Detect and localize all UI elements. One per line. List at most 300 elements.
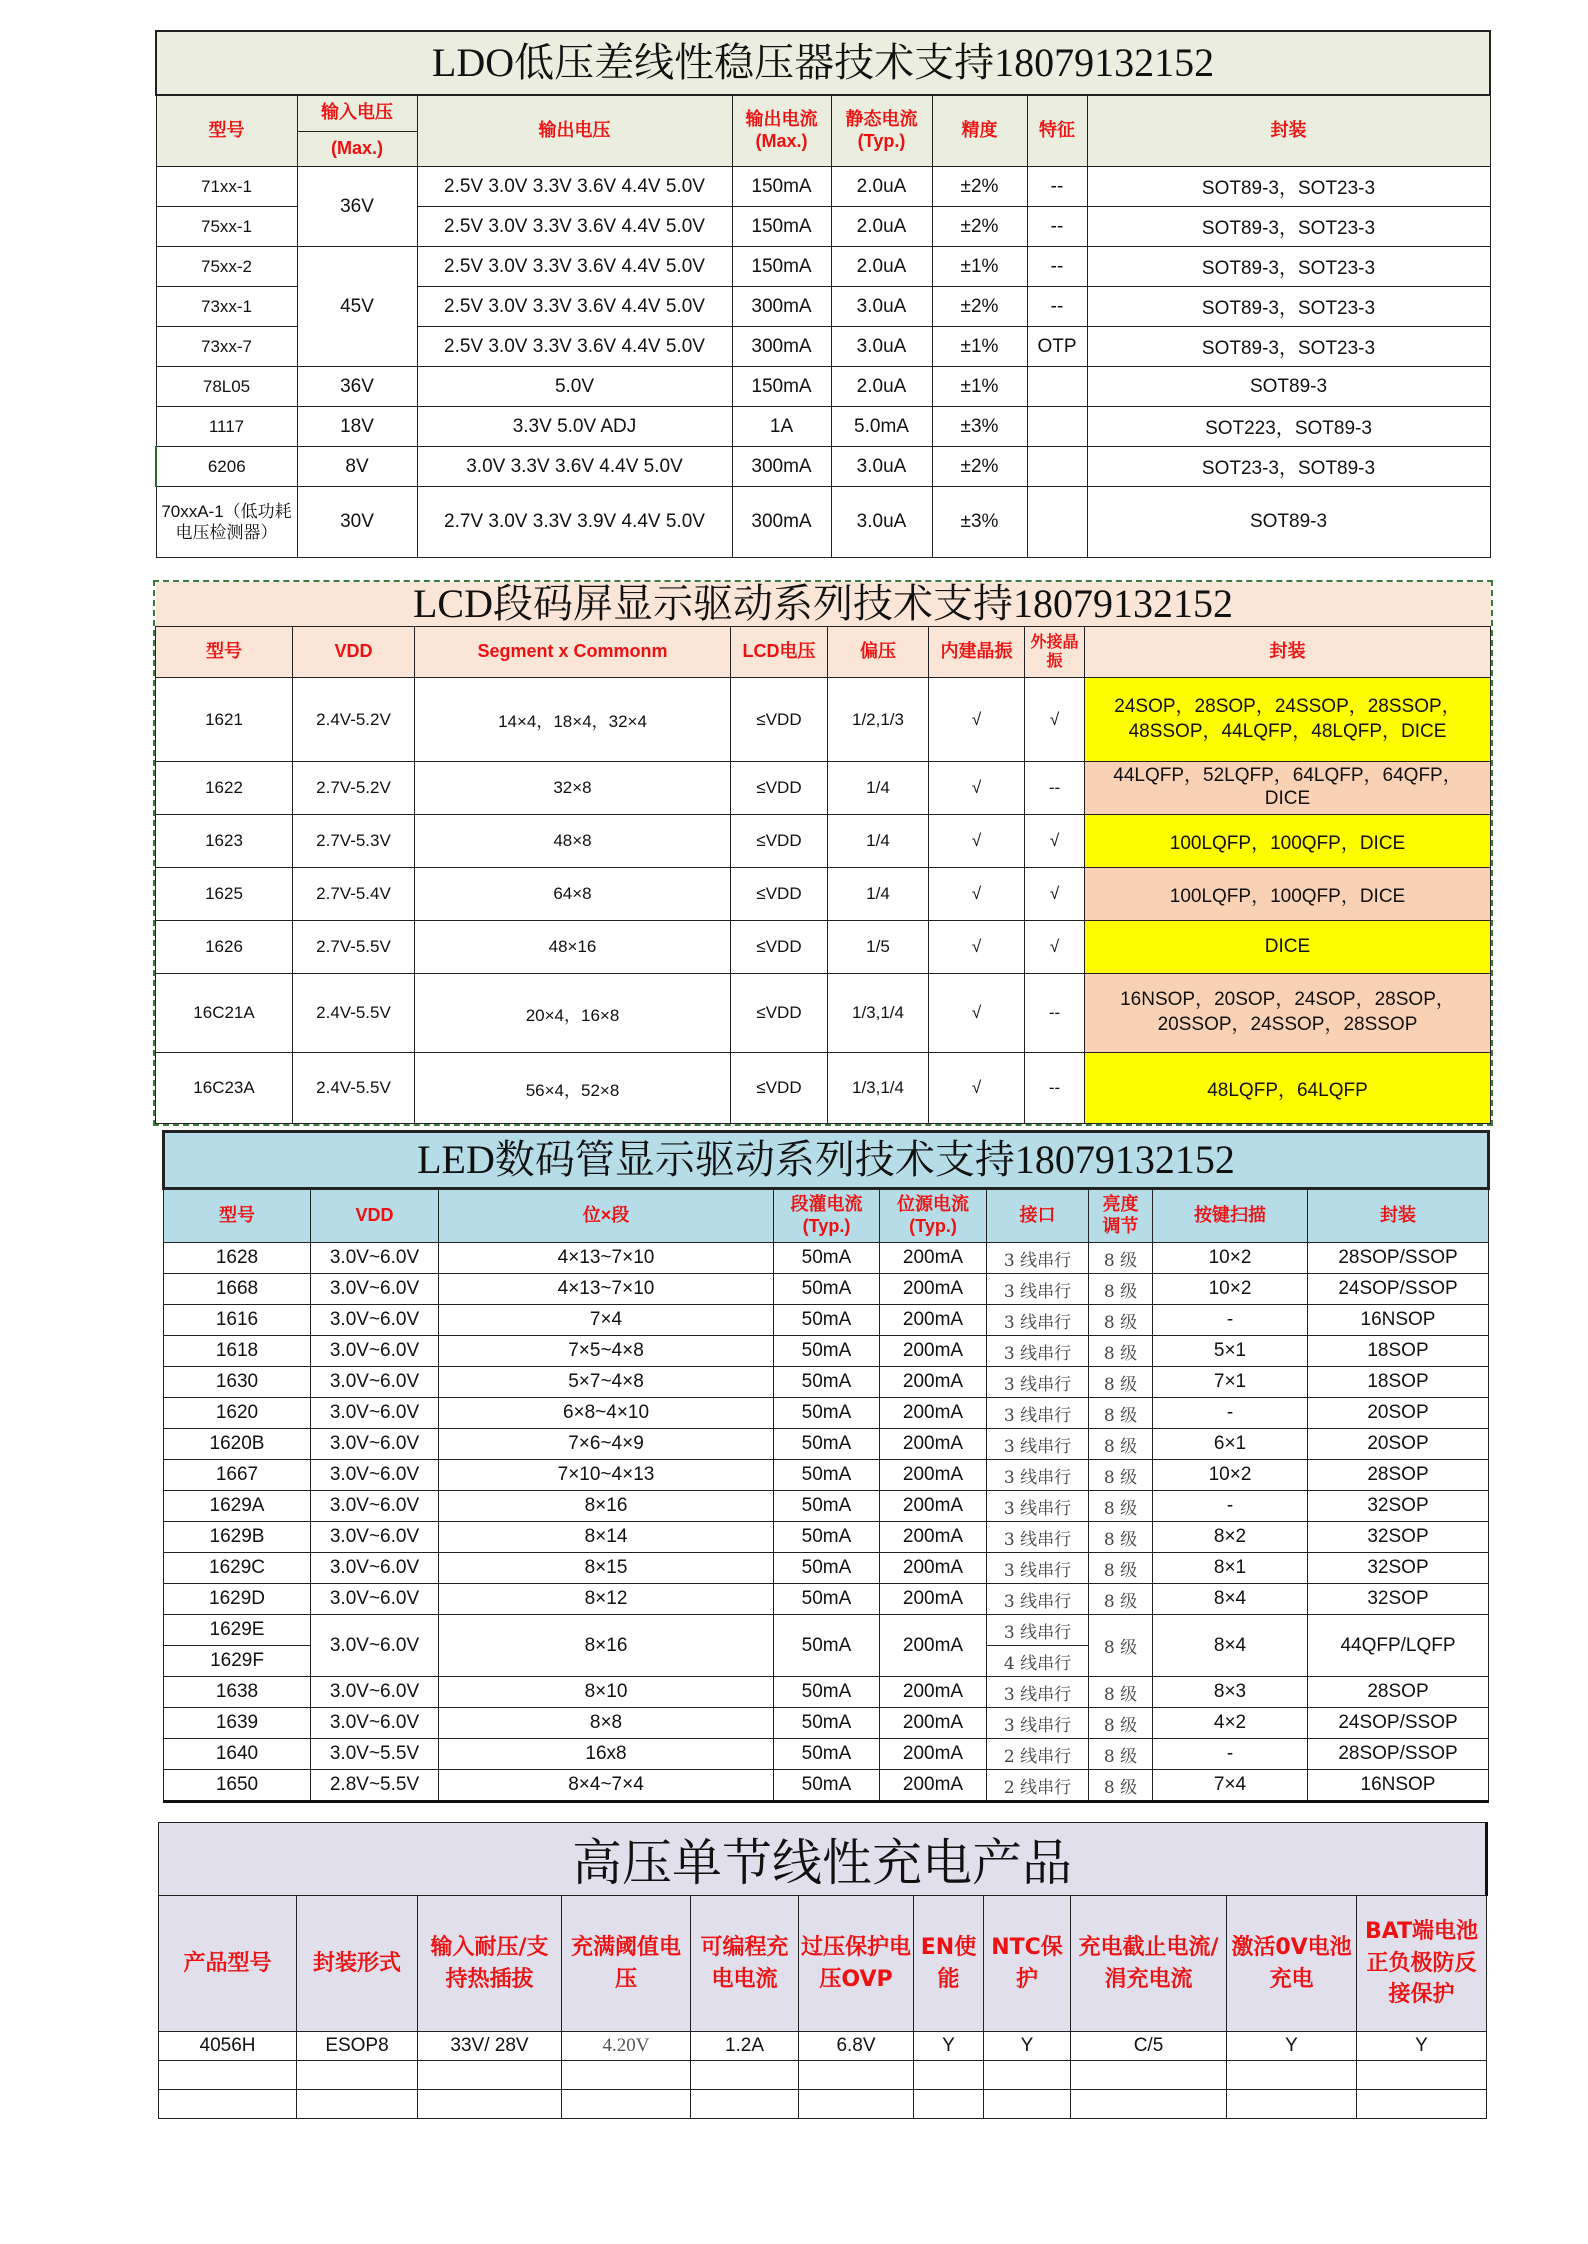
feature-cell xyxy=(1027,367,1087,407)
table-cell: 3 线串行 xyxy=(987,1615,1089,1646)
table-cell: 20SOP xyxy=(1308,1398,1489,1429)
feature-cell: -- xyxy=(1027,167,1087,207)
table-cell xyxy=(984,2061,1071,2090)
accuracy-cell: ±1% xyxy=(932,327,1027,367)
ldo-header-vin-max: (Max.) xyxy=(297,131,417,167)
ldo-table xyxy=(155,30,1491,558)
table-cell: 8×1 xyxy=(1153,1553,1308,1584)
table-cell xyxy=(691,2090,799,2119)
table-cell: 4×13~7×10 xyxy=(439,1243,774,1274)
seg-cell: 64×8 xyxy=(415,868,731,921)
model-cell: 1623 xyxy=(156,815,293,868)
table-row xyxy=(164,1429,1489,1460)
ldo-header-package: 封装 xyxy=(1087,95,1490,167)
charger-header: 充电截止电流/涓充电流 xyxy=(1071,1896,1227,2032)
package-cell: SOT89-3 xyxy=(1087,367,1490,407)
table-cell: 7×4 xyxy=(1153,1770,1308,1802)
table-cell: 6×1 xyxy=(1153,1429,1308,1460)
charger-header: EN使能 xyxy=(914,1896,984,2032)
charger-header: 封装形式 xyxy=(297,1896,418,2032)
charger-header: NTC保护 xyxy=(984,1896,1071,2032)
bias-cell: 1/3,1/4 xyxy=(828,1053,929,1124)
table-row xyxy=(156,447,1490,487)
table-cell: 1629E xyxy=(164,1615,311,1646)
ldo-header-iout: 输出电流 (Max.) xyxy=(732,95,831,167)
table-cell: 1640 xyxy=(164,1739,311,1770)
feature-cell: -- xyxy=(1027,287,1087,327)
iout-cell: 150mA xyxy=(732,207,831,247)
feature-cell xyxy=(1027,447,1087,487)
table-cell xyxy=(799,2061,914,2090)
table-cell: 8×15 xyxy=(439,1553,774,1584)
table-cell: 8 级 xyxy=(1089,1398,1153,1429)
table-cell xyxy=(159,2061,297,2090)
charger-header: 产品型号 xyxy=(159,1896,297,2032)
package-cell: SOT223，SOT89-3 xyxy=(1087,407,1490,447)
table-row xyxy=(164,1274,1489,1305)
table-row xyxy=(156,921,1491,974)
package-cell: 44LQFP，52LQFP，64LQFP，64QFP，DICE xyxy=(1085,762,1491,815)
table-cell: 3 线串行 xyxy=(987,1429,1089,1460)
charger-table xyxy=(158,1822,1488,2119)
seg-cell: 20×4，16×8 xyxy=(415,974,731,1053)
model-cell: 1625 xyxy=(156,868,293,921)
feature-cell: OTP xyxy=(1027,327,1087,367)
model-cell: 1117 xyxy=(156,407,297,447)
table-cell: 200mA xyxy=(880,1677,987,1708)
table-cell: 50mA xyxy=(774,1243,880,1274)
table-cell: 3.0V~6.0V xyxy=(311,1491,439,1522)
led-header-keys: 按键扫描 xyxy=(1153,1189,1308,1243)
table-row xyxy=(159,2032,1487,2061)
table-cell: 32SOP xyxy=(1308,1491,1489,1522)
table-cell: 200mA xyxy=(880,1274,987,1305)
table-cell: 6.8V xyxy=(799,2032,914,2061)
feature-cell: -- xyxy=(1027,247,1087,287)
table-cell: 50mA xyxy=(774,1429,880,1460)
table-cell: 50mA xyxy=(774,1305,880,1336)
table-cell: 3 线串行 xyxy=(987,1522,1089,1553)
vin-cell: 8V xyxy=(297,447,417,487)
led-header-igrid: 位源电流(Typ.) xyxy=(880,1189,987,1243)
package-cell: SOT89-3，SOT23-3 xyxy=(1087,167,1490,207)
table-cell: 7×10~4×13 xyxy=(439,1460,774,1491)
table-cell: 8×4~7×4 xyxy=(439,1770,774,1802)
model-cell: 78L05 xyxy=(156,367,297,407)
table-cell xyxy=(914,2090,984,2119)
model-cell: 6206 xyxy=(156,447,297,487)
seg-cell: 14×4，18×4，32×4 xyxy=(415,678,731,762)
table-cell: 8 级 xyxy=(1089,1708,1153,1739)
table-cell xyxy=(984,2090,1071,2119)
iq-cell: 5.0mA xyxy=(831,407,932,447)
package-cell: 16NSOP，20SOP，24SOP，28SOP，20SSOP，24SSOP，28SSOP xyxy=(1085,974,1491,1053)
table-cell: 8 级 xyxy=(1089,1677,1153,1708)
model-cell: 1621 xyxy=(156,678,293,762)
table-row xyxy=(156,247,1490,287)
bias-cell: 1/5 xyxy=(828,921,929,974)
led-title: LED数码管显示驱动系列 xyxy=(417,1137,855,1182)
led-table xyxy=(162,1130,1490,1803)
table-cell: 3.0V~6.0V xyxy=(311,1677,439,1708)
table-cell: 8×4 xyxy=(1153,1615,1308,1677)
vlcd-cell: ≤VDD xyxy=(731,868,828,921)
table-cell: 1620B xyxy=(164,1429,311,1460)
seg-cell: 56×4，52×8 xyxy=(415,1053,731,1124)
ldo-title: LDO低压差线性稳压器 xyxy=(431,40,835,85)
table-cell: 2 线串行 xyxy=(987,1739,1089,1770)
table-cell: 7×1 xyxy=(1153,1367,1308,1398)
table-cell: 50mA xyxy=(774,1460,880,1491)
table-row xyxy=(164,1522,1489,1553)
led-header-model: 型号 xyxy=(164,1189,311,1243)
table-row xyxy=(164,1677,1489,1708)
package-cell: DICE xyxy=(1085,921,1491,974)
table-cell xyxy=(297,2061,418,2090)
table-cell: 44QFP/LQFP xyxy=(1308,1615,1489,1677)
table-cell: 50mA xyxy=(774,1677,880,1708)
table-cell: 3.0V~6.0V xyxy=(311,1584,439,1615)
table-cell: 8×16 xyxy=(439,1615,774,1677)
table-cell: 28SOP/SSOP xyxy=(1308,1739,1489,1770)
table-cell: 200mA xyxy=(880,1398,987,1429)
table-cell xyxy=(799,2090,914,2119)
lcd-table xyxy=(155,582,1491,1124)
table-cell: 200mA xyxy=(880,1615,987,1677)
table-cell: 50mA xyxy=(774,1522,880,1553)
table-cell: 8×8 xyxy=(439,1708,774,1739)
led-table-section xyxy=(162,1130,1490,1803)
table-cell: 50mA xyxy=(774,1739,880,1770)
charger-table-section xyxy=(158,1822,1488,2119)
empty-row xyxy=(159,2061,1487,2090)
vout-cell: 3.0V 3.3V 3.6V 4.4V 5.0V xyxy=(417,447,732,487)
iq-cell: 2.0uA xyxy=(831,367,932,407)
int-osc-cell: √ xyxy=(929,815,1025,868)
table-cell: 3 线串行 xyxy=(987,1305,1089,1336)
iout-cell: 150mA xyxy=(732,167,831,207)
model-cell: 1626 xyxy=(156,921,293,974)
iq-cell: 3.0uA xyxy=(831,447,932,487)
table-row xyxy=(164,1491,1489,1522)
ldo-header-feature: 特征 xyxy=(1027,95,1087,167)
table-cell: 200mA xyxy=(880,1522,987,1553)
table-row xyxy=(164,1584,1489,1615)
charger-header: 可编程充电电流 xyxy=(691,1896,799,2032)
table-cell: 200mA xyxy=(880,1553,987,1584)
package-cell: SOT23-3，SOT89-3 xyxy=(1087,447,1490,487)
feature-cell xyxy=(1027,407,1087,447)
vdd-cell: 2.7V-5.5V xyxy=(293,921,415,974)
table-cell: 3 线串行 xyxy=(987,1460,1089,1491)
vout-cell: 2.5V 3.0V 3.3V 3.6V 4.4V 5.0V xyxy=(417,247,732,287)
ext-osc-cell: -- xyxy=(1025,974,1085,1053)
table-cell: 200mA xyxy=(880,1367,987,1398)
iq-cell: 2.0uA xyxy=(831,167,932,207)
table-cell: 2.8V~5.5V xyxy=(311,1770,439,1802)
vin-cell: 18V xyxy=(297,407,417,447)
lcd-support-phone: 技术支持18079132152 xyxy=(853,582,1233,626)
vout-cell: 2.7V 3.0V 3.3V 3.9V 4.4V 5.0V xyxy=(417,487,732,558)
table-cell: 1629F xyxy=(164,1646,311,1677)
table-cell: 3 线串行 xyxy=(987,1367,1089,1398)
table-cell: 6×8~4×10 xyxy=(439,1398,774,1429)
table-cell: 200mA xyxy=(880,1305,987,1336)
table-row xyxy=(156,762,1491,815)
table-row xyxy=(164,1460,1489,1491)
table-row xyxy=(156,678,1491,762)
table-cell: 8×3 xyxy=(1153,1677,1308,1708)
ldo-header-accuracy: 精度 xyxy=(932,95,1027,167)
package-cell: 48LQFP，64LQFP xyxy=(1085,1053,1491,1124)
model-cell: 75xx-2 xyxy=(156,247,297,287)
accuracy-cell: ±1% xyxy=(932,367,1027,407)
led-header-dim: 亮度调节 xyxy=(1089,1189,1153,1243)
table-cell: 3.0V~6.0V xyxy=(311,1522,439,1553)
table-cell: 33V/ 28V xyxy=(418,2032,562,2061)
ldo-title-cell xyxy=(156,31,1490,95)
table-cell: 4 线串行 xyxy=(987,1646,1089,1677)
package-cell: SOT89-3，SOT23-3 xyxy=(1087,287,1490,327)
table-cell xyxy=(418,2061,562,2090)
table-row xyxy=(164,1708,1489,1739)
table-cell: 3 线串行 xyxy=(987,1491,1089,1522)
vout-cell: 2.5V 3.0V 3.3V 3.6V 4.4V 5.0V xyxy=(417,287,732,327)
led-header-grid: 位×段 xyxy=(439,1189,774,1243)
table-cell: Y xyxy=(984,2032,1071,2061)
vin-cell: 36V xyxy=(297,367,417,407)
seg-cell: 48×16 xyxy=(415,921,731,974)
table-row xyxy=(164,1367,1489,1398)
feature-cell xyxy=(1027,487,1087,558)
lcd-header-vdd: VDD xyxy=(293,627,415,678)
table-cell xyxy=(159,2090,297,2119)
vout-cell: 2.5V 3.0V 3.3V 3.6V 4.4V 5.0V xyxy=(417,167,732,207)
table-cell: 50mA xyxy=(774,1770,880,1802)
vdd-cell: 2.4V-5.2V xyxy=(293,678,415,762)
table-cell: 8×14 xyxy=(439,1522,774,1553)
table-cell: 4.20V xyxy=(562,2032,691,2061)
model-cell: 73xx-7 xyxy=(156,327,297,367)
table-cell: 50mA xyxy=(774,1398,880,1429)
vlcd-cell: ≤VDD xyxy=(731,974,828,1053)
table-cell xyxy=(1071,2090,1227,2119)
table-cell: 3.0V~6.0V xyxy=(311,1274,439,1305)
vlcd-cell: ≤VDD xyxy=(731,762,828,815)
table-cell: - xyxy=(1153,1491,1308,1522)
accuracy-cell: ±2% xyxy=(932,167,1027,207)
ext-osc-cell: √ xyxy=(1025,678,1085,762)
table-cell: 8 级 xyxy=(1089,1243,1153,1274)
lcd-header-int-osc: 内建晶振 xyxy=(929,627,1025,678)
lcd-header-package: 封装 xyxy=(1085,627,1491,678)
table-row xyxy=(164,1398,1489,1429)
table-cell: 10×2 xyxy=(1153,1274,1308,1305)
accuracy-cell: ±2% xyxy=(932,447,1027,487)
package-cell: SOT89-3，SOT23-3 xyxy=(1087,207,1490,247)
led-header-iface: 接口 xyxy=(987,1189,1089,1243)
table-cell: 1620 xyxy=(164,1398,311,1429)
table-cell: 3 线串行 xyxy=(987,1553,1089,1584)
led-support-phone: 技术支持18079132152 xyxy=(854,1137,1235,1182)
table-cell: Y xyxy=(1357,2032,1487,2061)
table-cell: 7×6~4×9 xyxy=(439,1429,774,1460)
table-cell: - xyxy=(1153,1739,1308,1770)
model-cell: 1622 xyxy=(156,762,293,815)
table-cell: 1629C xyxy=(164,1553,311,1584)
model-cell: 70xxA-1（低功耗电压检测器） xyxy=(156,487,297,558)
table-cell: 50mA xyxy=(774,1336,880,1367)
table-cell xyxy=(562,2061,691,2090)
table-cell: - xyxy=(1153,1305,1308,1336)
vin-cell: 36V xyxy=(297,167,417,247)
iout-cell: 300mA xyxy=(732,447,831,487)
table-cell: 8 级 xyxy=(1089,1274,1153,1305)
table-cell: 5×7~4×8 xyxy=(439,1367,774,1398)
table-cell: 1639 xyxy=(164,1708,311,1739)
charger-title: 高压单节线性充电产品 xyxy=(572,1834,1072,1892)
iq-cell: 2.0uA xyxy=(831,247,932,287)
table-cell: 3.0V~6.0V xyxy=(311,1460,439,1491)
bias-cell: 1/2,1/3 xyxy=(828,678,929,762)
table-row xyxy=(156,407,1490,447)
vdd-cell: 2.7V-5.4V xyxy=(293,868,415,921)
table-row xyxy=(156,1053,1491,1124)
vin-cell: 30V xyxy=(297,487,417,558)
feature-cell: -- xyxy=(1027,207,1087,247)
table-cell: 1630 xyxy=(164,1367,311,1398)
table-cell: 8×16 xyxy=(439,1491,774,1522)
led-header-iseg: 段灌电流(Typ.) xyxy=(774,1189,880,1243)
table-row xyxy=(156,868,1491,921)
bias-cell: 1/4 xyxy=(828,868,929,921)
model-cell: 75xx-1 xyxy=(156,207,297,247)
led-header-vdd: VDD xyxy=(311,1189,439,1243)
vout-cell: 2.5V 3.0V 3.3V 3.6V 4.4V 5.0V xyxy=(417,207,732,247)
table-cell: 8 级 xyxy=(1089,1615,1153,1677)
model-cell: 16C21A xyxy=(156,974,293,1053)
table-cell: 10×2 xyxy=(1153,1460,1308,1491)
table-cell: 200mA xyxy=(880,1708,987,1739)
table-row xyxy=(156,815,1491,868)
vdd-cell: 2.7V-5.3V xyxy=(293,815,415,868)
table-row xyxy=(164,1739,1489,1770)
table-cell: Y xyxy=(914,2032,984,2061)
table-cell: 8 级 xyxy=(1089,1429,1153,1460)
table-cell: 1628 xyxy=(164,1243,311,1274)
table-cell: 1667 xyxy=(164,1460,311,1491)
table-cell: 1616 xyxy=(164,1305,311,1336)
table-cell: 8 级 xyxy=(1089,1491,1153,1522)
table-cell: 3.0V~6.0V xyxy=(311,1708,439,1739)
table-cell xyxy=(418,2090,562,2119)
table-cell: 32SOP xyxy=(1308,1584,1489,1615)
table-cell: 200mA xyxy=(880,1491,987,1522)
ldo-header-vout: 输出电压 xyxy=(417,95,732,167)
table-cell: 3 线串行 xyxy=(987,1708,1089,1739)
vout-cell: 2.5V 3.0V 3.3V 3.6V 4.4V 5.0V xyxy=(417,327,732,367)
table-cell: 28SOP xyxy=(1308,1677,1489,1708)
table-cell: 8×4 xyxy=(1153,1584,1308,1615)
table-row xyxy=(156,367,1490,407)
table-cell: 3.0V~6.0V xyxy=(311,1305,439,1336)
table-cell: 50mA xyxy=(774,1584,880,1615)
table-cell xyxy=(1357,2061,1487,2090)
table-cell xyxy=(1227,2061,1357,2090)
ext-osc-cell: √ xyxy=(1025,815,1085,868)
table-cell: 3 线串行 xyxy=(987,1584,1089,1615)
iout-cell: 300mA xyxy=(732,487,831,558)
ldo-header-model: 型号 xyxy=(156,95,297,167)
table-cell: 50mA xyxy=(774,1553,880,1584)
package-cell: SOT89-3，SOT23-3 xyxy=(1087,247,1490,287)
table-row xyxy=(164,1305,1489,1336)
charger-title-cell xyxy=(159,1823,1487,1896)
table-cell: 3 线串行 xyxy=(987,1336,1089,1367)
table-cell: 200mA xyxy=(880,1429,987,1460)
accuracy-cell: ±3% xyxy=(932,487,1027,558)
table-cell: 200mA xyxy=(880,1243,987,1274)
ext-osc-cell: -- xyxy=(1025,762,1085,815)
table-cell xyxy=(297,2090,418,2119)
ldo-header-vin: 输入电压 xyxy=(297,95,417,131)
table-cell: 32SOP xyxy=(1308,1553,1489,1584)
table-cell: 3.0V~6.0V xyxy=(311,1367,439,1398)
lcd-header-vlcd: LCD电压 xyxy=(731,627,828,678)
table-cell xyxy=(914,2061,984,2090)
table-row xyxy=(156,974,1491,1053)
vout-cell: 5.0V xyxy=(417,367,732,407)
table-row xyxy=(164,1770,1489,1802)
table-row xyxy=(164,1615,1489,1646)
iq-cell: 2.0uA xyxy=(831,207,932,247)
seg-cell: 32×8 xyxy=(415,762,731,815)
table-cell: 3.0V~6.0V xyxy=(311,1553,439,1584)
table-cell: 16NSOP xyxy=(1308,1305,1489,1336)
table-cell: 16x8 xyxy=(439,1739,774,1770)
table-cell: 1629A xyxy=(164,1491,311,1522)
vdd-cell: 2.4V-5.5V xyxy=(293,974,415,1053)
table-cell: 20SOP xyxy=(1308,1429,1489,1460)
charger-header: BAT端电池正负极防反接保护 xyxy=(1357,1896,1487,2032)
table-cell: 18SOP xyxy=(1308,1367,1489,1398)
table-row xyxy=(156,487,1490,558)
bias-cell: 1/4 xyxy=(828,762,929,815)
lcd-table-section xyxy=(155,582,1491,1124)
package-cell: 24SOP，28SOP，24SSOP，28SSOP，48SSOP，44LQFP，48LQFP，DICE xyxy=(1085,678,1491,762)
table-cell: 8 级 xyxy=(1089,1770,1153,1802)
table-cell: 1.2A xyxy=(691,2032,799,2061)
table-cell: 7×4 xyxy=(439,1305,774,1336)
vlcd-cell: ≤VDD xyxy=(731,1053,828,1124)
table-cell: 1629D xyxy=(164,1584,311,1615)
bias-cell: 1/4 xyxy=(828,815,929,868)
table-cell: 28SOP xyxy=(1308,1460,1489,1491)
lcd-header-ext-osc: 外接晶振 xyxy=(1025,627,1085,678)
int-osc-cell: √ xyxy=(929,1053,1025,1124)
table-cell: 3 线串行 xyxy=(987,1398,1089,1429)
iq-cell: 3.0uA xyxy=(831,487,932,558)
iout-cell: 150mA xyxy=(732,367,831,407)
iout-cell: 150mA xyxy=(732,247,831,287)
vdd-cell: 2.7V-5.2V xyxy=(293,762,415,815)
table-cell: 8 级 xyxy=(1089,1336,1153,1367)
table-cell: 8 级 xyxy=(1089,1460,1153,1491)
int-osc-cell: √ xyxy=(929,921,1025,974)
table-cell: 3.0V~5.5V xyxy=(311,1739,439,1770)
table-cell: 3 线串行 xyxy=(987,1274,1089,1305)
table-cell: 8×2 xyxy=(1153,1522,1308,1553)
